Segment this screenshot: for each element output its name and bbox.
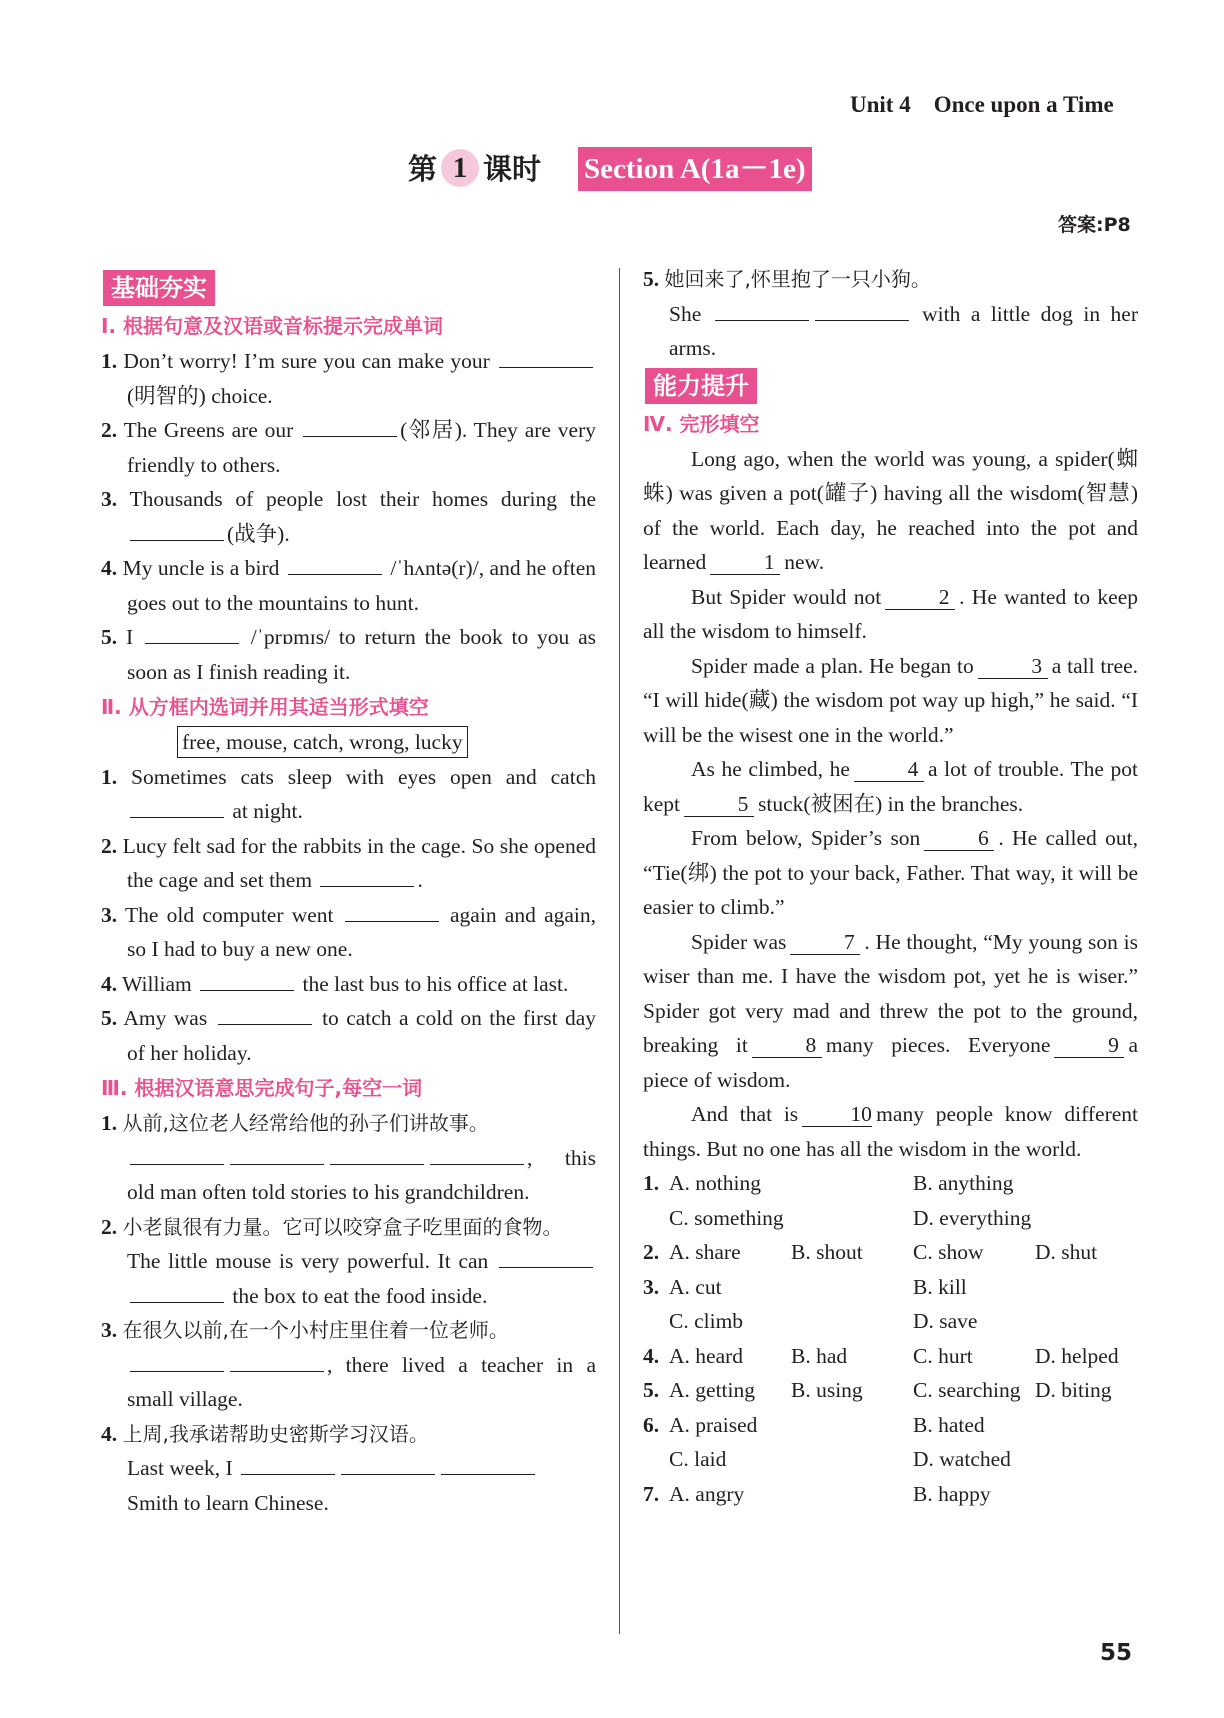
option[interactable]: A. getting	[669, 1378, 755, 1402]
option[interactable]: C. something	[669, 1205, 784, 1230]
page-number: 55	[1100, 1640, 1133, 1666]
option[interactable]: D. shut	[1035, 1240, 1098, 1264]
answer-blank[interactable]	[130, 1282, 224, 1303]
option[interactable]: B. hated	[913, 1412, 985, 1437]
passage-paragraph: Spider made a plan. He began to 3 a tall tree. “I will hide(藏) the wisdom pot way up high,” he said. “I will be the wisest one in the world.”	[643, 653, 1138, 747]
answer-blank[interactable]	[303, 416, 397, 437]
option-group: 1. A. nothing B. anything C. something D. everything	[643, 1166, 1138, 1235]
answer-blank[interactable]	[499, 347, 593, 368]
option[interactable]: A. share	[669, 1240, 741, 1264]
answer-blank[interactable]	[815, 300, 909, 321]
answer-blank[interactable]	[241, 1454, 335, 1475]
option[interactable]: B. kill	[913, 1274, 967, 1299]
s2-question: 4. William the last bus to his office at last.	[101, 971, 569, 996]
numbered-blank[interactable]: 6	[924, 826, 994, 851]
option[interactable]: C. laid	[669, 1447, 727, 1471]
numbered-blank[interactable]: 10	[802, 1102, 872, 1127]
passage-paragraph: And that is 10 many people know different things. But no one has all the wisdom in the world.	[643, 1102, 1138, 1161]
section-label: Section A(1a－1e)	[578, 147, 812, 191]
option-group: 3. A. cut B. kill C. climb D. save	[643, 1270, 1138, 1339]
option[interactable]: C. searching	[913, 1378, 1021, 1402]
numbered-blank[interactable]: 5	[684, 792, 754, 817]
numbered-blank[interactable]: 7	[790, 930, 860, 955]
passage-paragraph: As he climbed, he 4 a lot of trouble. The pot kept 5 stuck(被困在) in the branches.	[643, 757, 1138, 816]
option[interactable]: A. nothing	[669, 1171, 761, 1195]
s1-question: 3. Thousands of people lost their homes during the (战争).	[101, 487, 596, 546]
answer-blank[interactable]	[499, 1247, 593, 1268]
lesson-title	[408, 147, 541, 188]
answer-blank[interactable]	[130, 520, 224, 541]
answer-blank[interactable]	[288, 554, 382, 575]
option-group: 4. A. heard B. had C. hurt D. helped	[643, 1339, 1138, 1374]
section-tag-advanced: 能力提升	[645, 368, 757, 404]
option[interactable]: C. climb	[669, 1309, 744, 1333]
column-divider	[619, 268, 620, 1634]
option[interactable]: A. cut	[669, 1274, 722, 1299]
option-group: 5. A. getting B. using C. searching D. biting	[643, 1373, 1138, 1408]
answer-blank[interactable]	[320, 866, 414, 887]
answer-blank[interactable]	[341, 1454, 435, 1475]
s3-question: 2. 小老鼠很有力量。它可以咬穿盒子吃里面的食物。 The little mouse is very powerful. It can the box to eat the food inside.	[101, 1210, 596, 1314]
answer-blank[interactable]	[441, 1454, 535, 1475]
option-group: 7. A. angry B. happy	[643, 1477, 1138, 1512]
s1-question: 1. Don’t worry! I’m sure you can make your (明智的) choice.	[101, 344, 596, 413]
answer-blank[interactable]	[715, 300, 809, 321]
lesson-prefix: 第	[408, 152, 438, 186]
s1-question: 2. The Greens are our (邻居). They are very friendly to others.	[101, 418, 596, 477]
s3-question: 1. 从前,这位老人经常给他的孙子们讲故事。 , this old man often told stories to his grandchildren.	[101, 1111, 596, 1204]
s3-question: 5. 她回来了,怀里抱了一只小狗。 She with a little dog in her arms.	[643, 267, 1139, 360]
option[interactable]: B. happy	[913, 1481, 991, 1506]
passage-paragraph: From below, Spider’s son 6 . He called out, “Tie(绑) the pot to your back, Father. That way, it will be easier to climb.”	[643, 826, 1138, 919]
s3-question: 3. 在很久以前,在一个小村庄里住着一位老师。 , there lived a teacher in a small village.	[101, 1318, 596, 1411]
answer-blank[interactable]	[330, 1144, 424, 1165]
section-3-title: Ⅲ. 根据汉语意思完成句子,每空一词	[101, 1076, 423, 1100]
option[interactable]: A. praised	[669, 1412, 758, 1437]
option[interactable]: B. anything	[913, 1171, 1014, 1195]
option[interactable]: A. angry	[669, 1481, 745, 1506]
answer-blank[interactable]	[230, 1144, 324, 1165]
s2-question: 1. Sometimes cats sleep with eyes open and catch at night.	[101, 764, 596, 823]
answer-blank[interactable]	[200, 970, 294, 991]
answer-reference: 答案:P8	[1058, 214, 1131, 236]
s1-question: 4. My uncle is a bird /ˈhʌntə(r)/, and he often goes out to the mountains to hunt.	[101, 556, 596, 615]
answer-blank[interactable]	[130, 797, 224, 818]
numbered-blank[interactable]: 2	[885, 585, 955, 610]
option[interactable]: D. biting	[1035, 1378, 1112, 1402]
s2-question: 3. The old computer went again and again, so I had to buy a new one.	[101, 902, 597, 961]
section-1-title: Ⅰ. 根据句意及汉语或音标提示完成单词	[101, 314, 444, 338]
lesson-suffix: 课时	[483, 152, 542, 186]
s2-question: 5. Amy was to catch a cold on the first day of her holiday.	[101, 1006, 597, 1065]
passage-paragraph: But Spider would not 2 . He wanted to keep all the wisdom to himself.	[643, 584, 1139, 643]
passage-paragraph: Long ago, when the world was young, a spider(蜘蛛) was given a pot(罐子) having all the wisdom(智慧) of the world. Each day, he reached into the pot and learned 1 new.	[643, 446, 1138, 574]
option[interactable]: B. using	[791, 1378, 863, 1402]
answer-blank[interactable]	[230, 1351, 324, 1372]
option-group: 2. A. share B. shout C. show D. shut	[643, 1235, 1138, 1270]
right-column	[643, 262, 1138, 1511]
s1-question: 5. I /ˈprɒmɪs/ to return the book to you as soon as I finish reading it.	[101, 625, 597, 684]
option[interactable]: B. shout	[791, 1240, 863, 1264]
option[interactable]: D. save	[913, 1309, 978, 1333]
answer-blank[interactable]	[130, 1351, 224, 1372]
section-4-title: Ⅳ. 完形填空	[643, 411, 760, 436]
left-column	[101, 268, 596, 1520]
numbered-blank[interactable]: 4	[854, 757, 924, 782]
option[interactable]: D. everything	[913, 1205, 1032, 1230]
s3-question: 4. 上周,我承诺帮助史密斯学习汉语。 Last week, I Smith to learn Chinese.	[101, 1417, 596, 1521]
option[interactable]: D. helped	[1035, 1343, 1119, 1368]
option[interactable]: C. show	[913, 1240, 984, 1264]
option[interactable]: D. watched	[913, 1447, 1011, 1471]
numbered-blank[interactable]: 9	[1054, 1033, 1124, 1058]
answer-blank[interactable]	[430, 1144, 524, 1165]
option-group: 6. A. praised B. hated C. laid D. watched	[643, 1408, 1138, 1477]
answer-blank[interactable]	[345, 901, 439, 922]
unit-title: Unit 4 Once upon a Time	[850, 92, 1114, 117]
option[interactable]: C. hurt	[913, 1343, 973, 1368]
s2-question: 2. Lucy felt sad for the rabbits in the cage. So she opened the cage and set them .	[101, 833, 597, 892]
numbered-blank[interactable]: 8	[752, 1033, 822, 1058]
answer-blank[interactable]	[145, 623, 239, 644]
option[interactable]: B. had	[791, 1343, 848, 1368]
numbered-blank[interactable]: 3	[978, 654, 1048, 679]
section-2-title: Ⅱ. 从方框内选词并用其适当形式填空	[101, 695, 429, 719]
numbered-blank[interactable]: 1	[710, 550, 780, 575]
passage-paragraph: Spider was 7 . He thought, “My young son is wiser than me. I have the wisdom pot, yet he is wiser.” Spider got very mad and threw the pot to the ground, breaking it 8 many pieces. Everyone 9 a piece of wisdom.	[643, 929, 1138, 1092]
answer-blank[interactable]	[130, 1144, 224, 1165]
answer-blank[interactable]	[218, 1004, 312, 1025]
section-tag-basics: 基础夯实	[103, 270, 215, 306]
word-box: free, mouse, catch, wrong, lucky	[177, 726, 468, 758]
lesson-number: 1	[441, 149, 479, 187]
option[interactable]: A. heard	[669, 1343, 744, 1368]
